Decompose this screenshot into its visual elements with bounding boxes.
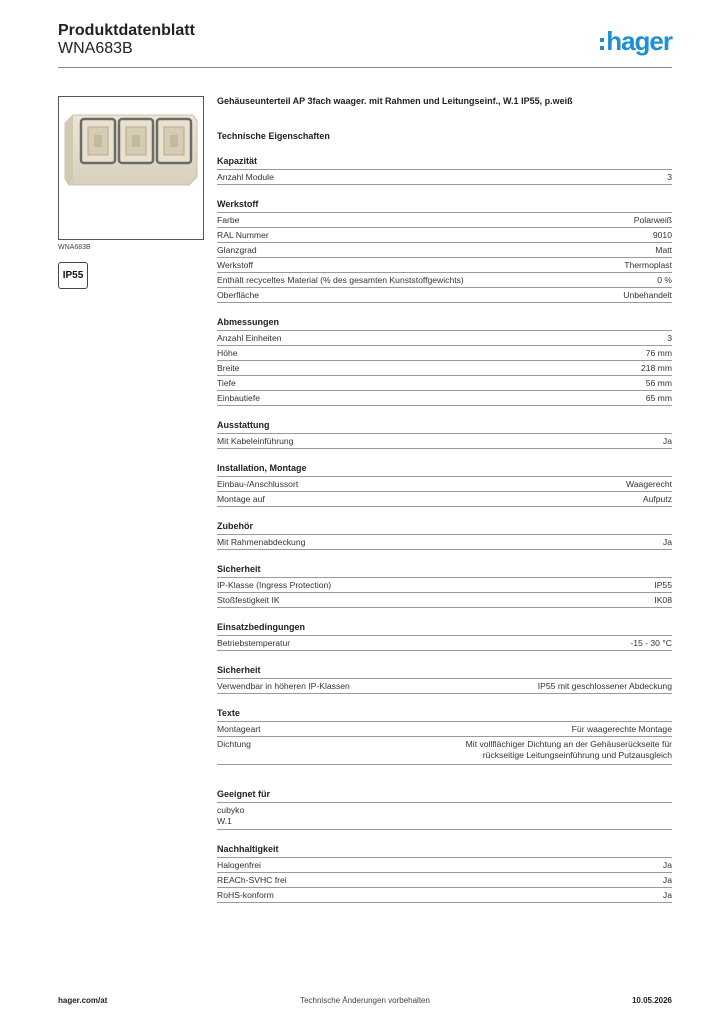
list-item: cubyko xyxy=(217,805,245,815)
property-row xyxy=(217,287,672,303)
group-title: Zubehör xyxy=(217,521,253,531)
property-value: Ja xyxy=(662,890,672,900)
group-zubehoer xyxy=(217,521,672,550)
property-value: Matt xyxy=(655,245,672,255)
group-einsatzbedingungen xyxy=(217,622,672,651)
group-title: Nachhaltigkeit xyxy=(217,844,279,854)
property-value: Thermoplast xyxy=(624,260,672,270)
property-label: Höhe xyxy=(217,348,238,358)
property-row xyxy=(217,721,672,736)
property-label: Anzahl Module xyxy=(217,172,274,182)
property-label: Halogenfrei xyxy=(217,860,261,870)
property-value: Waagerecht xyxy=(625,479,672,489)
property-value: IP55 mit geschlossener Abdeckung xyxy=(537,681,672,691)
property-value: Polarweiß xyxy=(633,215,672,225)
property-value: 3 xyxy=(667,172,672,182)
property-label: RAL Nummer xyxy=(217,230,269,240)
header-divider xyxy=(58,67,672,68)
property-value: 3 xyxy=(667,333,672,343)
property-row xyxy=(217,592,672,608)
technical-properties-heading: Technische Eigenschaften xyxy=(217,131,330,141)
group-kapazitaet xyxy=(217,156,672,185)
property-row xyxy=(217,857,672,872)
footer-notice: Technische Änderungen vorbehalten xyxy=(300,996,430,1005)
property-row xyxy=(217,212,672,227)
property-value: IK08 xyxy=(654,595,672,605)
footer-date: 10.05.2026 xyxy=(631,996,672,1005)
property-value: 76 mm xyxy=(645,348,672,358)
property-label: Verwendbar in höheren IP-Klassen xyxy=(217,681,350,691)
property-value: Aufputz xyxy=(642,494,672,504)
product-illustration xyxy=(59,97,203,239)
property-label: Einbau-/Anschlussort xyxy=(217,479,299,489)
property-label: Werkstoff xyxy=(217,260,253,270)
property-value: Ja xyxy=(662,436,672,446)
property-value: Für waagerechte Montage xyxy=(571,724,672,734)
property-row xyxy=(217,330,672,345)
property-label: Dichtung xyxy=(217,739,251,749)
document-header xyxy=(58,20,672,68)
logo-text: hager xyxy=(606,26,672,56)
group-title: Geeignet für xyxy=(217,789,271,799)
property-value: 218 mm xyxy=(640,363,672,373)
group-geeignet-fuer xyxy=(217,789,672,830)
group-sicherheit xyxy=(217,564,672,608)
property-row xyxy=(217,678,672,694)
property-row xyxy=(217,736,672,765)
property-value: -15 - 30 °C xyxy=(630,638,672,648)
group-ausstattung xyxy=(217,420,672,449)
group-title: Texte xyxy=(217,708,240,718)
property-row xyxy=(217,257,672,272)
group-werkstoff xyxy=(217,199,672,303)
product-description: Gehäuseunterteil AP 3fach waager. mit Rahmen und Leitungseinf., W.1 IP55, p.weiß xyxy=(217,96,573,106)
image-caption: WNA683B xyxy=(58,244,91,251)
property-value: Ja xyxy=(662,860,672,870)
property-value: 65 mm xyxy=(645,393,672,403)
document-title: Produktdatenblatt xyxy=(58,22,195,39)
property-label: Einbautiefe xyxy=(217,393,261,403)
property-label: Tiefe xyxy=(217,378,236,388)
property-row xyxy=(217,242,672,257)
property-value: Mit vollflächiger Dichtung an der Gehäuserückseite für rückseitige Leitungseinführung und Putzausgleich xyxy=(465,739,672,760)
group-title: Installation, Montage xyxy=(217,463,307,473)
property-label: Betriebstemperatur xyxy=(217,638,291,648)
property-value: 0 % xyxy=(657,275,672,285)
property-value: Ja xyxy=(662,537,672,547)
group-abmessungen xyxy=(217,317,672,406)
property-row xyxy=(217,390,672,406)
property-row xyxy=(217,169,672,185)
property-label: Enthält recyceltes Material (% des gesamten Kunststoffgewichts) xyxy=(217,275,464,285)
property-label: Farbe xyxy=(217,215,240,225)
product-image xyxy=(58,96,204,240)
property-value: 56 mm xyxy=(645,378,672,388)
footer-website-link[interactable]: hager.com/at xyxy=(58,996,108,1005)
property-label: Anzahl Einheiten xyxy=(217,333,282,343)
property-label: Oberfläche xyxy=(217,290,260,300)
logo-colon-icon xyxy=(600,38,604,50)
property-label: REACh-SVHC frei xyxy=(217,875,287,885)
property-row xyxy=(217,887,672,903)
suitable-list xyxy=(217,802,672,830)
group-installation xyxy=(217,463,672,507)
property-row xyxy=(217,433,672,449)
property-row xyxy=(217,577,672,592)
group-title: Werkstoff xyxy=(217,199,259,209)
property-value: Ja xyxy=(662,875,672,885)
group-title: Kapazität xyxy=(217,156,258,166)
group-title: Ausstattung xyxy=(217,420,270,430)
property-row xyxy=(217,227,672,242)
property-label: IP-Klasse (Ingress Protection) xyxy=(217,580,332,590)
property-row xyxy=(217,872,672,887)
ip-rating-badge: IP55 xyxy=(58,262,88,289)
group-title: Einsatzbedingungen xyxy=(217,622,306,632)
property-label: Mit Kabeleinführung xyxy=(217,436,294,446)
property-row xyxy=(217,534,672,550)
property-label: Stoßfestigkeit IK xyxy=(217,595,280,605)
group-title: Sicherheit xyxy=(217,564,261,574)
property-label: Mit Rahmenabdeckung xyxy=(217,537,306,547)
property-value: IP55 xyxy=(654,580,672,590)
property-row xyxy=(217,491,672,507)
group-sicherheit-2 xyxy=(217,665,672,694)
group-title: Abmessungen xyxy=(217,317,280,327)
property-label: Glanzgrad xyxy=(217,245,257,255)
property-row xyxy=(217,635,672,651)
property-row xyxy=(217,360,672,375)
property-label: Montageart xyxy=(217,724,261,734)
property-label: RoHS-konform xyxy=(217,890,274,900)
list-item: W.1 xyxy=(217,815,232,826)
property-row xyxy=(217,345,672,360)
hager-logo xyxy=(600,26,672,56)
group-nachhaltigkeit xyxy=(217,844,672,903)
product-code: WNA683B xyxy=(58,40,133,57)
property-row xyxy=(217,272,672,287)
group-title: Sicherheit xyxy=(217,665,261,675)
property-row xyxy=(217,476,672,491)
group-texte xyxy=(217,708,672,765)
property-value: Unbehandelt xyxy=(623,290,672,300)
property-row xyxy=(217,375,672,390)
property-label: Breite xyxy=(217,363,240,373)
property-label: Montage auf xyxy=(217,494,265,504)
property-value: 9010 xyxy=(652,230,672,240)
product-data-section xyxy=(217,96,672,903)
